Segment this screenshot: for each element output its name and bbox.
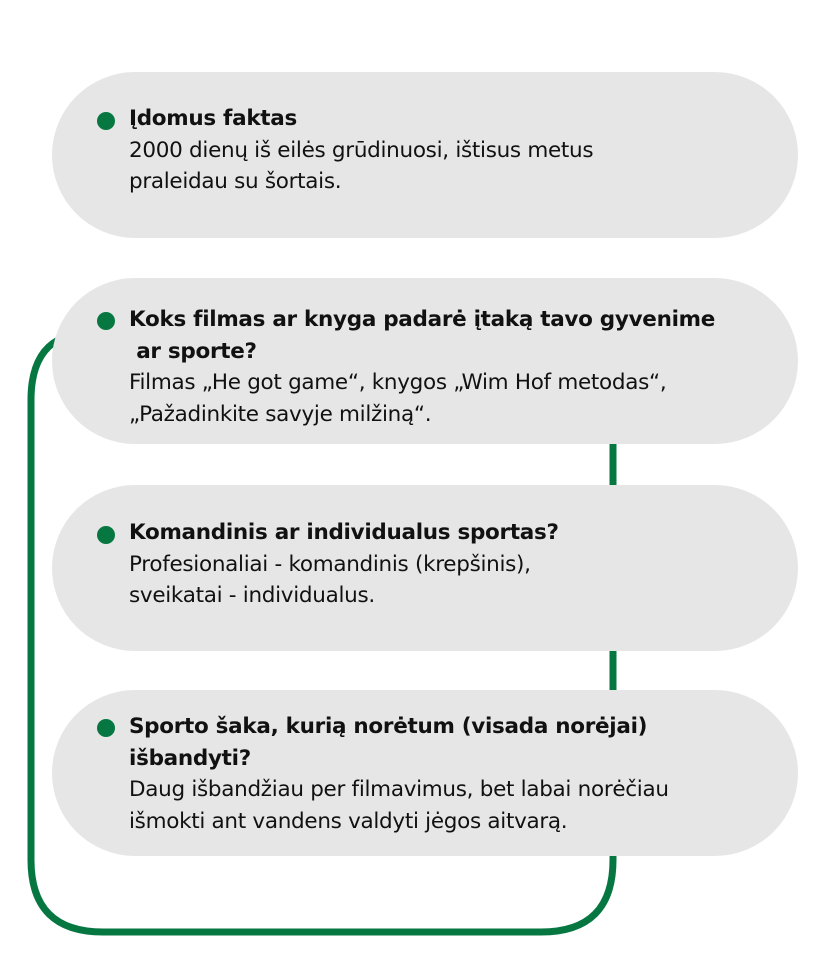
card-answer: 2000 dienų iš eilės grūdinuosi, ištisus metus praleidau su šortais. — [129, 137, 594, 194]
card-text — [129, 517, 762, 612]
bullet-icon — [97, 312, 115, 330]
card-answer: Profesionaliai - komandinis (krepšinis), sveikatai - individualus. — [129, 551, 531, 608]
bullet-icon — [97, 719, 115, 737]
card-answer: Filmas „He got game“, knygos „Wim Hof metodas“, „Pažadinkite savyje milžiną“. — [129, 370, 667, 427]
film-book-card — [52, 278, 798, 444]
sport-type-card — [52, 485, 798, 651]
card-text — [129, 304, 762, 430]
wish-sport-card — [52, 690, 798, 856]
bullet-icon — [97, 112, 115, 130]
card-text — [129, 711, 762, 837]
card-text — [129, 103, 762, 198]
card-question: Sporto šaka, kurią norėtum (visada norėjai) išbandyti? — [129, 714, 648, 771]
card-question: Komandinis ar individualus sportas? — [129, 520, 559, 545]
fact-card — [52, 72, 798, 238]
card-question: Įdomus faktas — [129, 106, 297, 131]
card-answer: Daug išbandžiau per filmavimus, bet labai norėčiau išmokti ant vandens valdyti jėgos aitvarą. — [129, 777, 669, 834]
card-question: Koks filmas ar knyga padarė įtaką tavo gyvenime ar sporte? — [129, 307, 716, 364]
bullet-icon — [97, 526, 115, 544]
